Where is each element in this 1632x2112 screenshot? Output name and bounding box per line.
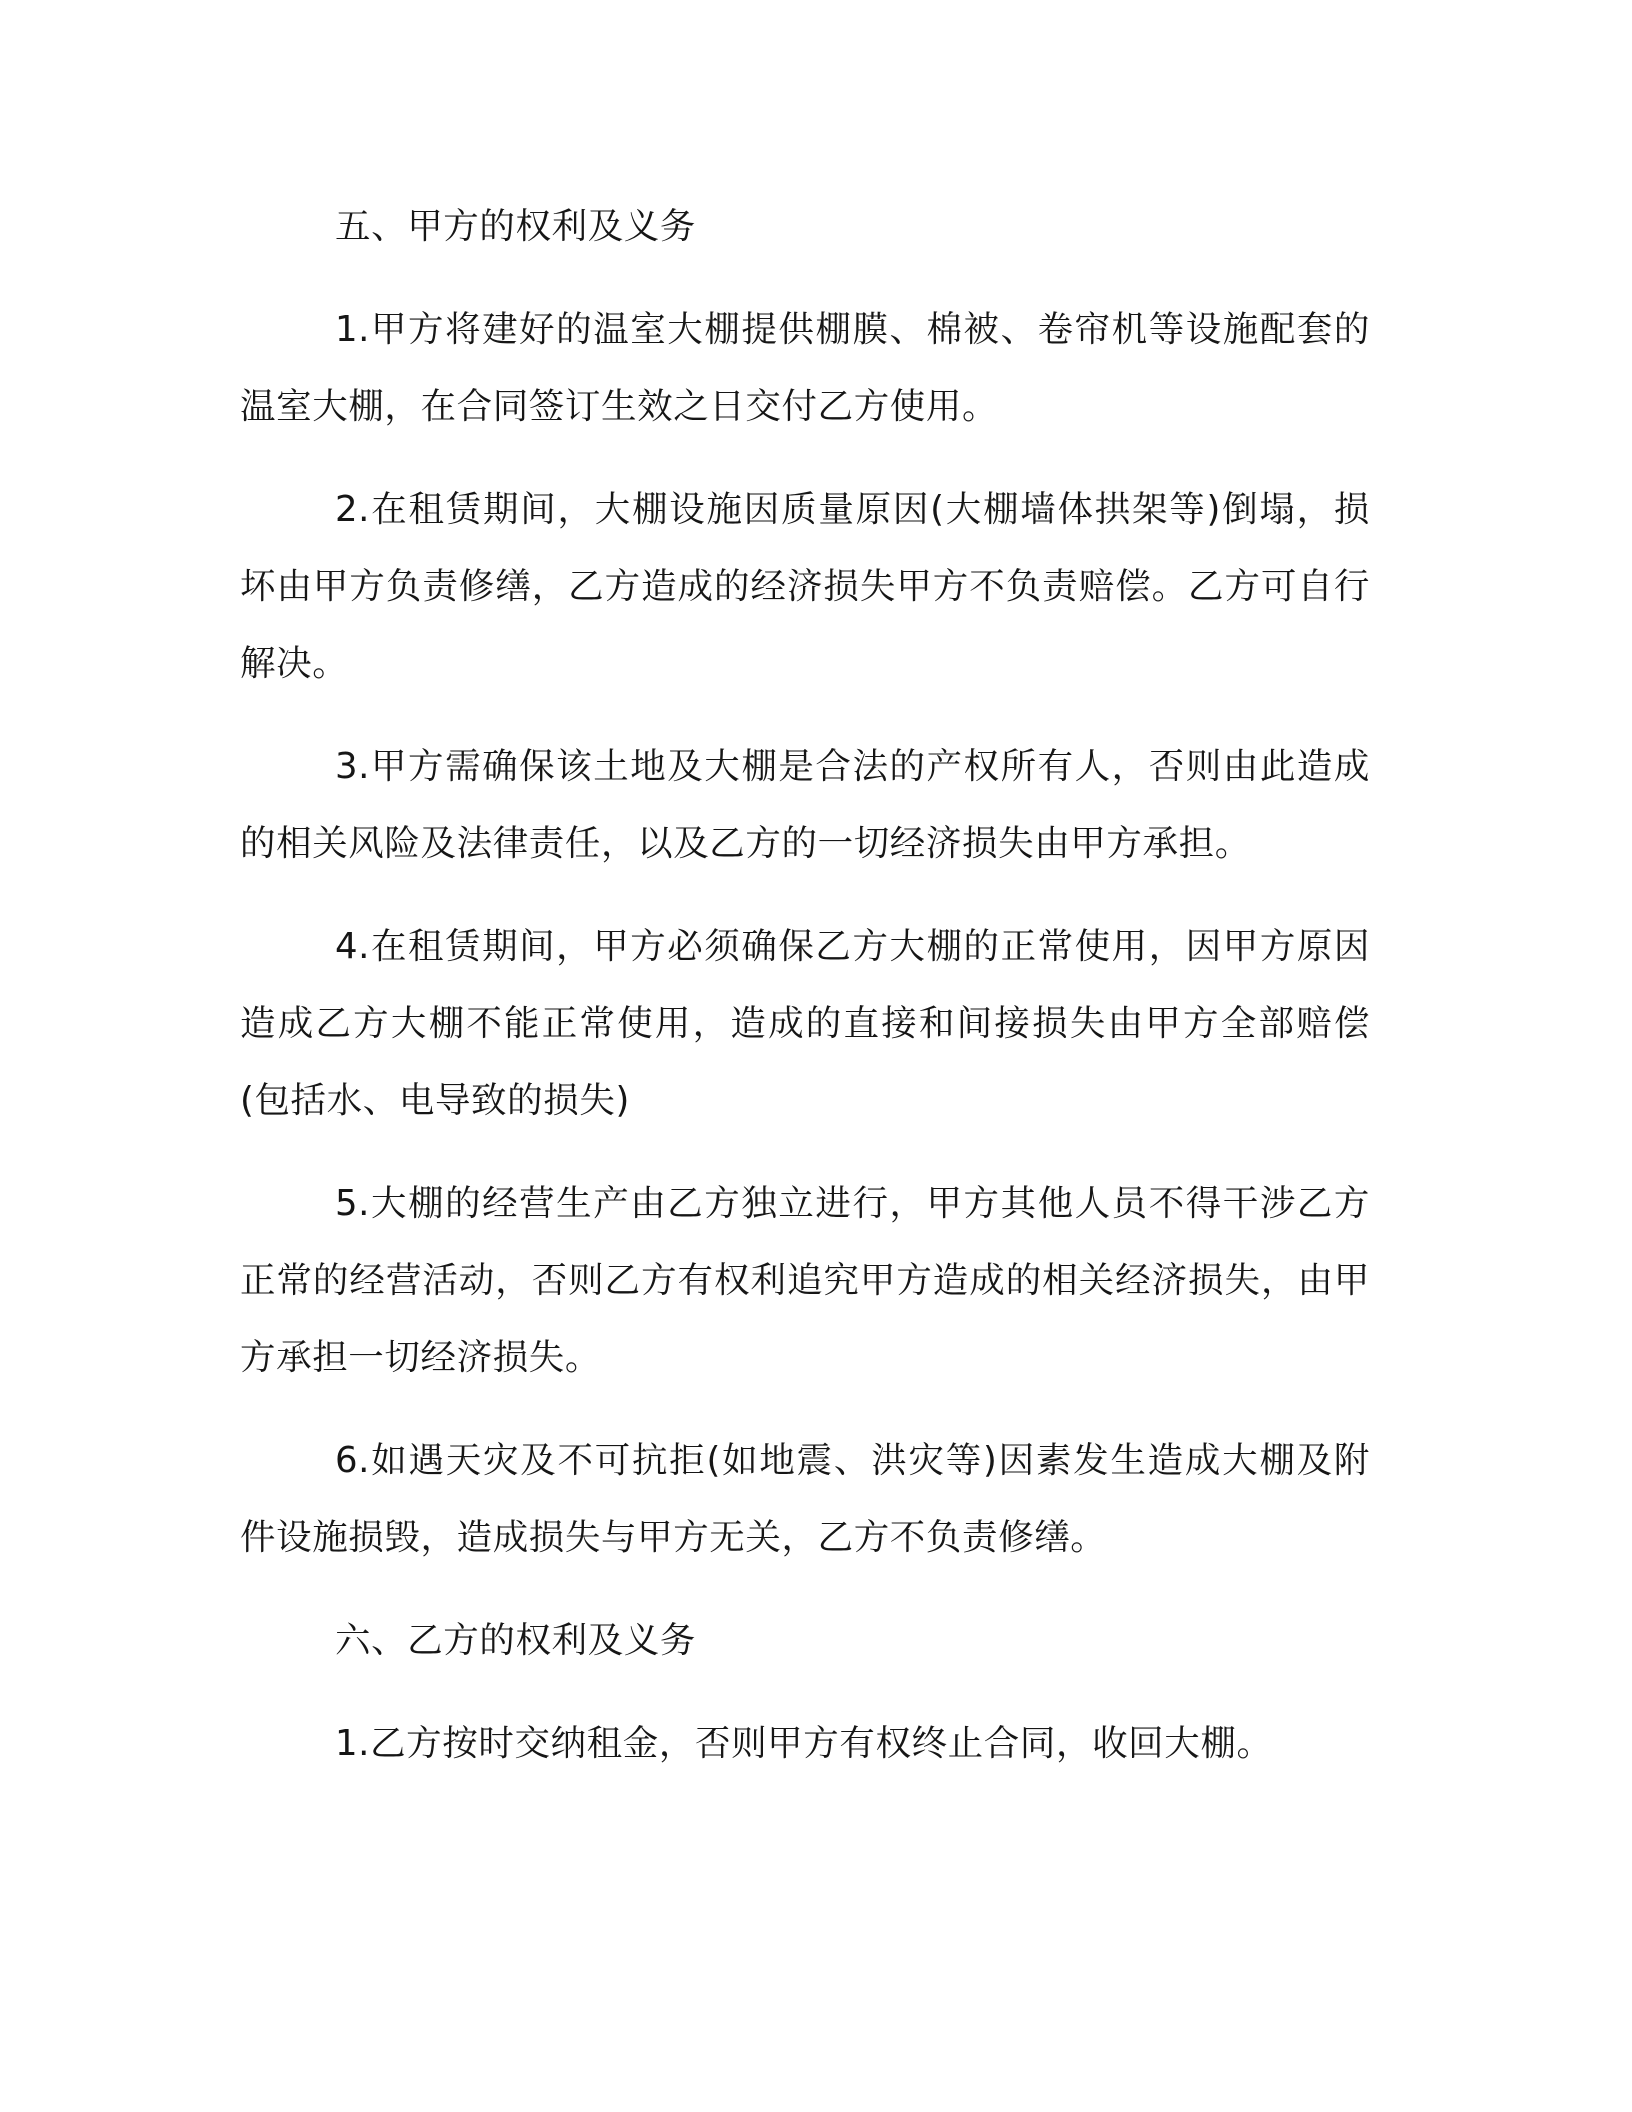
section-heading: 五、甲方的权利及义务: [335, 206, 697, 247]
clause-paragraph: 4.在租赁期间，甲方必须确保乙方大棚的正常使用，因甲方原因造成乙方大棚不能正常使用，造成的直接和间接损失由甲方全部赔偿(包括水、电导致的损失): [240, 926, 1370, 1121]
clause-paragraph: 6.如遇天灾及不可抗拒(如地震、洪灾等)因素发生造成大棚及附件设施损毁，造成损失与甲方无关，乙方不负责修缮。: [240, 1440, 1370, 1558]
clause-paragraph: 3.甲方需确保该土地及大棚是合法的产权所有人，否则由此造成的相关风险及法律责任，以及乙方的一切经济损失由甲方承担。: [240, 746, 1370, 864]
clause-paragraph: 5.大棚的经营生产由乙方独立进行，甲方其他人员不得干涉乙方正常的经营活动，否则乙方有权利追究甲方造成的相关经济损失，由甲方承担一切经济损失。: [240, 1183, 1370, 1378]
document-body: [240, 188, 1370, 1808]
clause-paragraph: 2.在租赁期间，大棚设施因质量原因(大棚墙体拱架等)倒塌，损坏由甲方负责修缮，乙方造成的经济损失甲方不负责赔偿。乙方可自行解决。: [240, 489, 1370, 684]
section-heading: 六、乙方的权利及义务: [335, 1620, 697, 1661]
clause-paragraph: 1.甲方将建好的温室大棚提供棚膜、棉被、卷帘机等设施配套的温室大棚，在合同签订生效之日交付乙方使用。: [240, 309, 1370, 427]
clause-paragraph: 1.乙方按时交纳租金，否则甲方有权终止合同，收回大棚。: [335, 1723, 1273, 1764]
